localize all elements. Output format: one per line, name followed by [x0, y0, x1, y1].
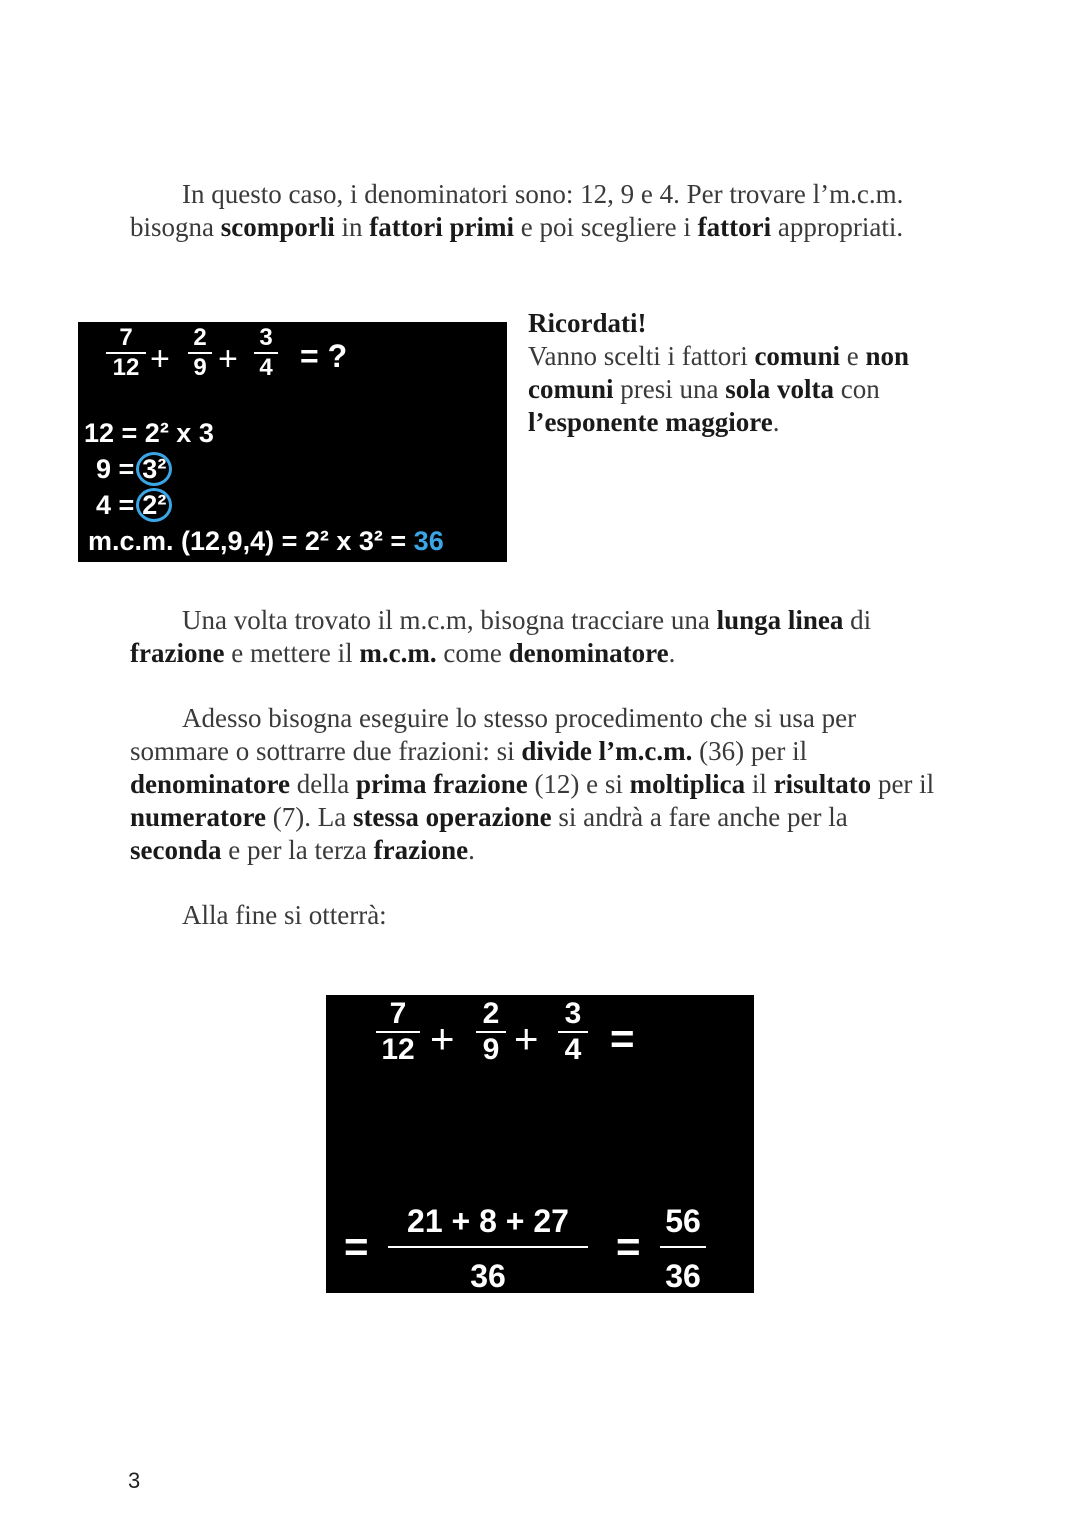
- text: .: [772, 407, 780, 437]
- numerator: 3: [259, 324, 273, 351]
- text: Una volta trovato il m.c.m, bisogna tracciare una: [182, 605, 717, 635]
- fraction-3-4: [254, 324, 278, 382]
- fraction-bar: [660, 1246, 706, 1248]
- denominator: 9: [482, 1033, 500, 1066]
- text: e: [839, 341, 866, 371]
- bold-text: numeratore: [130, 802, 266, 832]
- reminder-note: [528, 307, 958, 439]
- factorization-9: [96, 452, 172, 486]
- fraction-7-12: [106, 324, 146, 382]
- plus-sign: +: [150, 340, 170, 378]
- bold-text: divide l’m.c.m.: [521, 736, 693, 766]
- numerator: 3: [564, 997, 582, 1030]
- plus-sign: +: [218, 340, 238, 378]
- reminder-title: Ricordati!: [528, 308, 647, 338]
- numerator: 7: [119, 324, 133, 351]
- bold-text: sola volta: [725, 374, 834, 404]
- denominator: 36: [470, 1258, 506, 1294]
- text: si andrà a fare anche per la: [551, 802, 848, 832]
- numerator: 7: [389, 997, 407, 1030]
- bold-text: prima frazione: [355, 769, 528, 799]
- conclusion-paragraph: [130, 899, 945, 932]
- text: (7). La: [265, 802, 353, 832]
- text: in: [334, 212, 370, 242]
- circled-factor: 3²: [136, 452, 172, 486]
- fraction-sum-board: [326, 995, 754, 1293]
- text: il: [745, 769, 774, 799]
- text: (12) e si: [527, 769, 630, 799]
- mcm-calculation-board: [78, 322, 507, 562]
- bold-text: seconda: [130, 835, 222, 865]
- text: presi una: [613, 374, 726, 404]
- denominator: 36: [665, 1258, 701, 1294]
- text: con: [834, 374, 880, 404]
- text: di: [843, 605, 872, 635]
- bold-text: moltiplica: [629, 769, 746, 799]
- text: m.c.m. (12,9,4) = 2² x 3² =: [88, 526, 414, 556]
- text: e per la terza: [221, 835, 374, 865]
- bold-text: non comuni: [528, 341, 909, 404]
- text: .: [668, 638, 676, 668]
- bold-text: m.c.m.: [359, 638, 437, 668]
- bold-text: l’esponente maggiore: [528, 407, 773, 437]
- text: .: [468, 835, 475, 865]
- fraction-7-12: [376, 997, 420, 1067]
- fraction-3-4: [558, 997, 588, 1067]
- sum-fraction: [388, 1203, 588, 1295]
- fraction-line-paragraph: [130, 604, 945, 670]
- equals-sign: =: [610, 1015, 635, 1062]
- denominator: 4: [259, 354, 273, 381]
- bold-text: fattori primi: [369, 212, 514, 242]
- result-fraction: [660, 1203, 706, 1295]
- text: della: [290, 769, 356, 799]
- equals-sign: =: [344, 1223, 369, 1270]
- bold-text: scomporli: [220, 212, 335, 242]
- denominator: 4: [564, 1033, 582, 1066]
- mcm-value: 36: [413, 526, 444, 556]
- factorization-12: 12 = 2² x 3: [84, 418, 214, 448]
- bold-text: denominatore: [508, 638, 669, 668]
- text: come: [436, 638, 509, 668]
- fraction-2-9: [188, 324, 212, 382]
- numerator: 2: [482, 997, 500, 1030]
- text: (36) per il: [692, 736, 808, 766]
- text: per il: [871, 769, 935, 799]
- equals-sign: =: [616, 1223, 641, 1270]
- plus-sign: +: [430, 1015, 455, 1062]
- intro-paragraph: [130, 178, 945, 244]
- numerator: 56: [665, 1203, 701, 1239]
- text: e mettere il: [224, 638, 360, 668]
- bold-text: comuni: [754, 341, 840, 371]
- bold-text: denominatore: [130, 769, 290, 799]
- bold-text: frazione: [373, 835, 469, 865]
- text: In questo caso, i denominatori sono: 12, 9 e 4. Per trovare l’m.c.m. bisogna: [130, 179, 904, 242]
- denominator: 12: [381, 1033, 415, 1066]
- bold-text: lunga linea: [716, 605, 844, 635]
- bold-text: frazione: [130, 638, 225, 668]
- denominator: 9: [193, 354, 207, 381]
- circled-factor: 2²: [136, 488, 172, 522]
- text: Vanno scelti i fattori: [528, 341, 755, 371]
- bold-text: fattori: [697, 212, 772, 242]
- bold-text: stessa operazione: [352, 802, 552, 832]
- procedure-paragraph: [130, 702, 945, 867]
- text: 4 =: [96, 490, 135, 520]
- bold-text: risultato: [773, 769, 872, 799]
- text: Adesso bisogna eseguire lo stesso procedimento che si usa per sommare o sottrarre due frazioni: si: [130, 703, 857, 766]
- denominator: 12: [112, 354, 140, 381]
- fraction-bar: [388, 1246, 588, 1248]
- text: Alla fine si otterrà:: [182, 900, 387, 930]
- numerator: 21 + 8 + 27: [407, 1203, 569, 1239]
- fraction-2-9: [476, 997, 506, 1067]
- mcm-result-line: [88, 526, 444, 557]
- text: 9 =: [96, 454, 135, 484]
- equals-question: = ?: [300, 338, 348, 374]
- plus-sign: +: [514, 1015, 539, 1062]
- text: appropriati.: [771, 212, 904, 242]
- page-number: 3: [128, 1468, 141, 1493]
- text: e poi scegliere i: [513, 212, 698, 242]
- numerator: 2: [193, 324, 207, 351]
- factorization-4: [96, 488, 172, 522]
